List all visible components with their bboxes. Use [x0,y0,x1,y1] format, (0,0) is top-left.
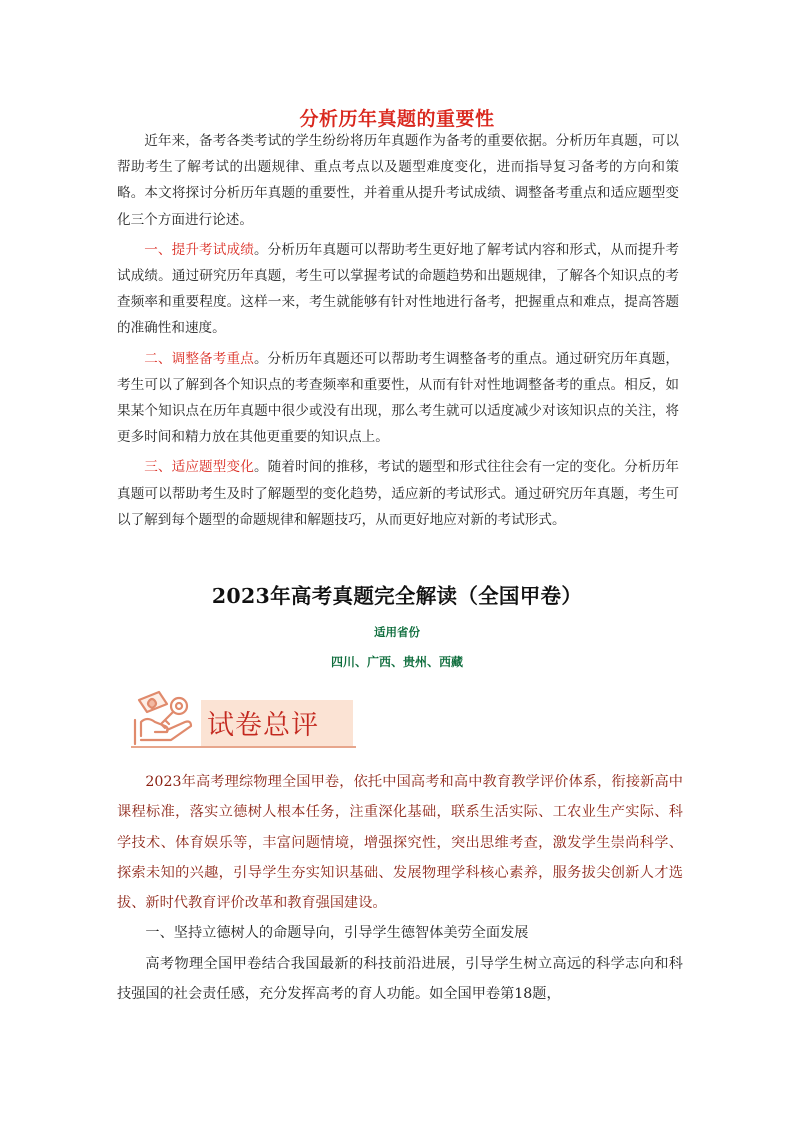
hand-holding-key-icon [131,686,203,746]
exam-title: 2023年高考真题完全解读（全国甲卷） [211,584,583,608]
point-text-1: 。分析历年真题可以帮助考生更好地了解考试内容和形式，从而提升考试成绩。通过研究历年真题，考生可以掌握考试的命题趋势和出题规律，了解各个知识点的考查频率和重要程度。这样一来，考生就能够有针对性地进行备考，把握重点和难点，提高答题的准确性和速度。 [117,241,680,337]
point-paragraph-3 [117,454,679,533]
intro-paragraph: 近年来，备考各类考试的学生纷纷将历年真题作为备考的重要依据。分析历年真题，可以帮助考生了解考试的出题规律、重点考点以及题型难度变化，进而指导复习备考的方向和策略。本文将探讨分析历年真题的重要性，并着重从提升考试成绩、调整备考重点和适应题型变化三个方面进行论述。 [117,133,679,228]
province-list: 四川、广西、贵州、西藏 [330,655,463,669]
intro-section [117,128,679,533]
overview-paragraph: 2023年高考理综物理全国甲卷，依托中国高考和高中教育教学评价体系，衔接新高中课程标准，落实立德树人根本任务，注重深化基础，联系生活实际、工农业生产实际、科学技术、体育娱乐等，丰富问题情境，增强探究性，突出思维考查，激发学生崇尚科学、探索未知的兴趣，引导学生夯实知识基础、发展物理学科核心素养，服务拔尖创新人才选拔、新时代教育评价改革和教育强国建设。 [117,774,683,912]
point-text-2: 。分析历年真题还可以帮助考生调整备考的重点。通过研究历年真题，考生可以了解到各个知识点的考查频率和重要性，从而有针对性地调整备考的重点。相反，如果某个知识点在历年真题中很少或没有出现，那么考生就可以适度减少对该知识点的关注，将更多时间和精力放在其他更重要的知识点上。 [117,350,680,446]
section1-heading: 一、坚持立德树人的命题导向，引导学生德智体美劳全面发展 [145,925,529,942]
point-text-3: 。随着时间的推移，考试的题型和形式往往会有一定的变化。分析历年真题可以帮助考生及时了解题型的变化趋势，适应新的考试形式。通过研究历年真题，考生可以了解到每个题型的命题规律和解题技巧，从而更好地应对新的考试形式。 [117,459,680,528]
banner-underline [131,746,356,748]
point-lead-1: 一、 [144,241,172,258]
section1-paragraph: 高考物理全国甲卷结合我国最新的科技前沿进展，引导学生树立高远的科学志向和科技强国的社会责任感，充分发挥高考的育人功能。如全国甲卷第18题， [117,955,683,1003]
section-banner [131,686,356,748]
article-heading: 分析历年真题的重要性 [299,108,495,130]
banner-label: 试卷总评 [207,710,319,741]
point-lead-3: 三、 [144,459,172,476]
point-paragraph-2 [117,346,679,451]
overview-section [117,767,683,1009]
applicable-label: 适用省份 [374,625,420,639]
point-paragraph-1 [117,237,679,342]
point-keyword-3: 适应题型变化 [171,459,254,476]
point-lead-2: 二、 [144,350,172,367]
point-keyword-1: 提升考试成绩 [171,241,254,258]
point-keyword-2: 调整备考重点 [171,350,254,367]
